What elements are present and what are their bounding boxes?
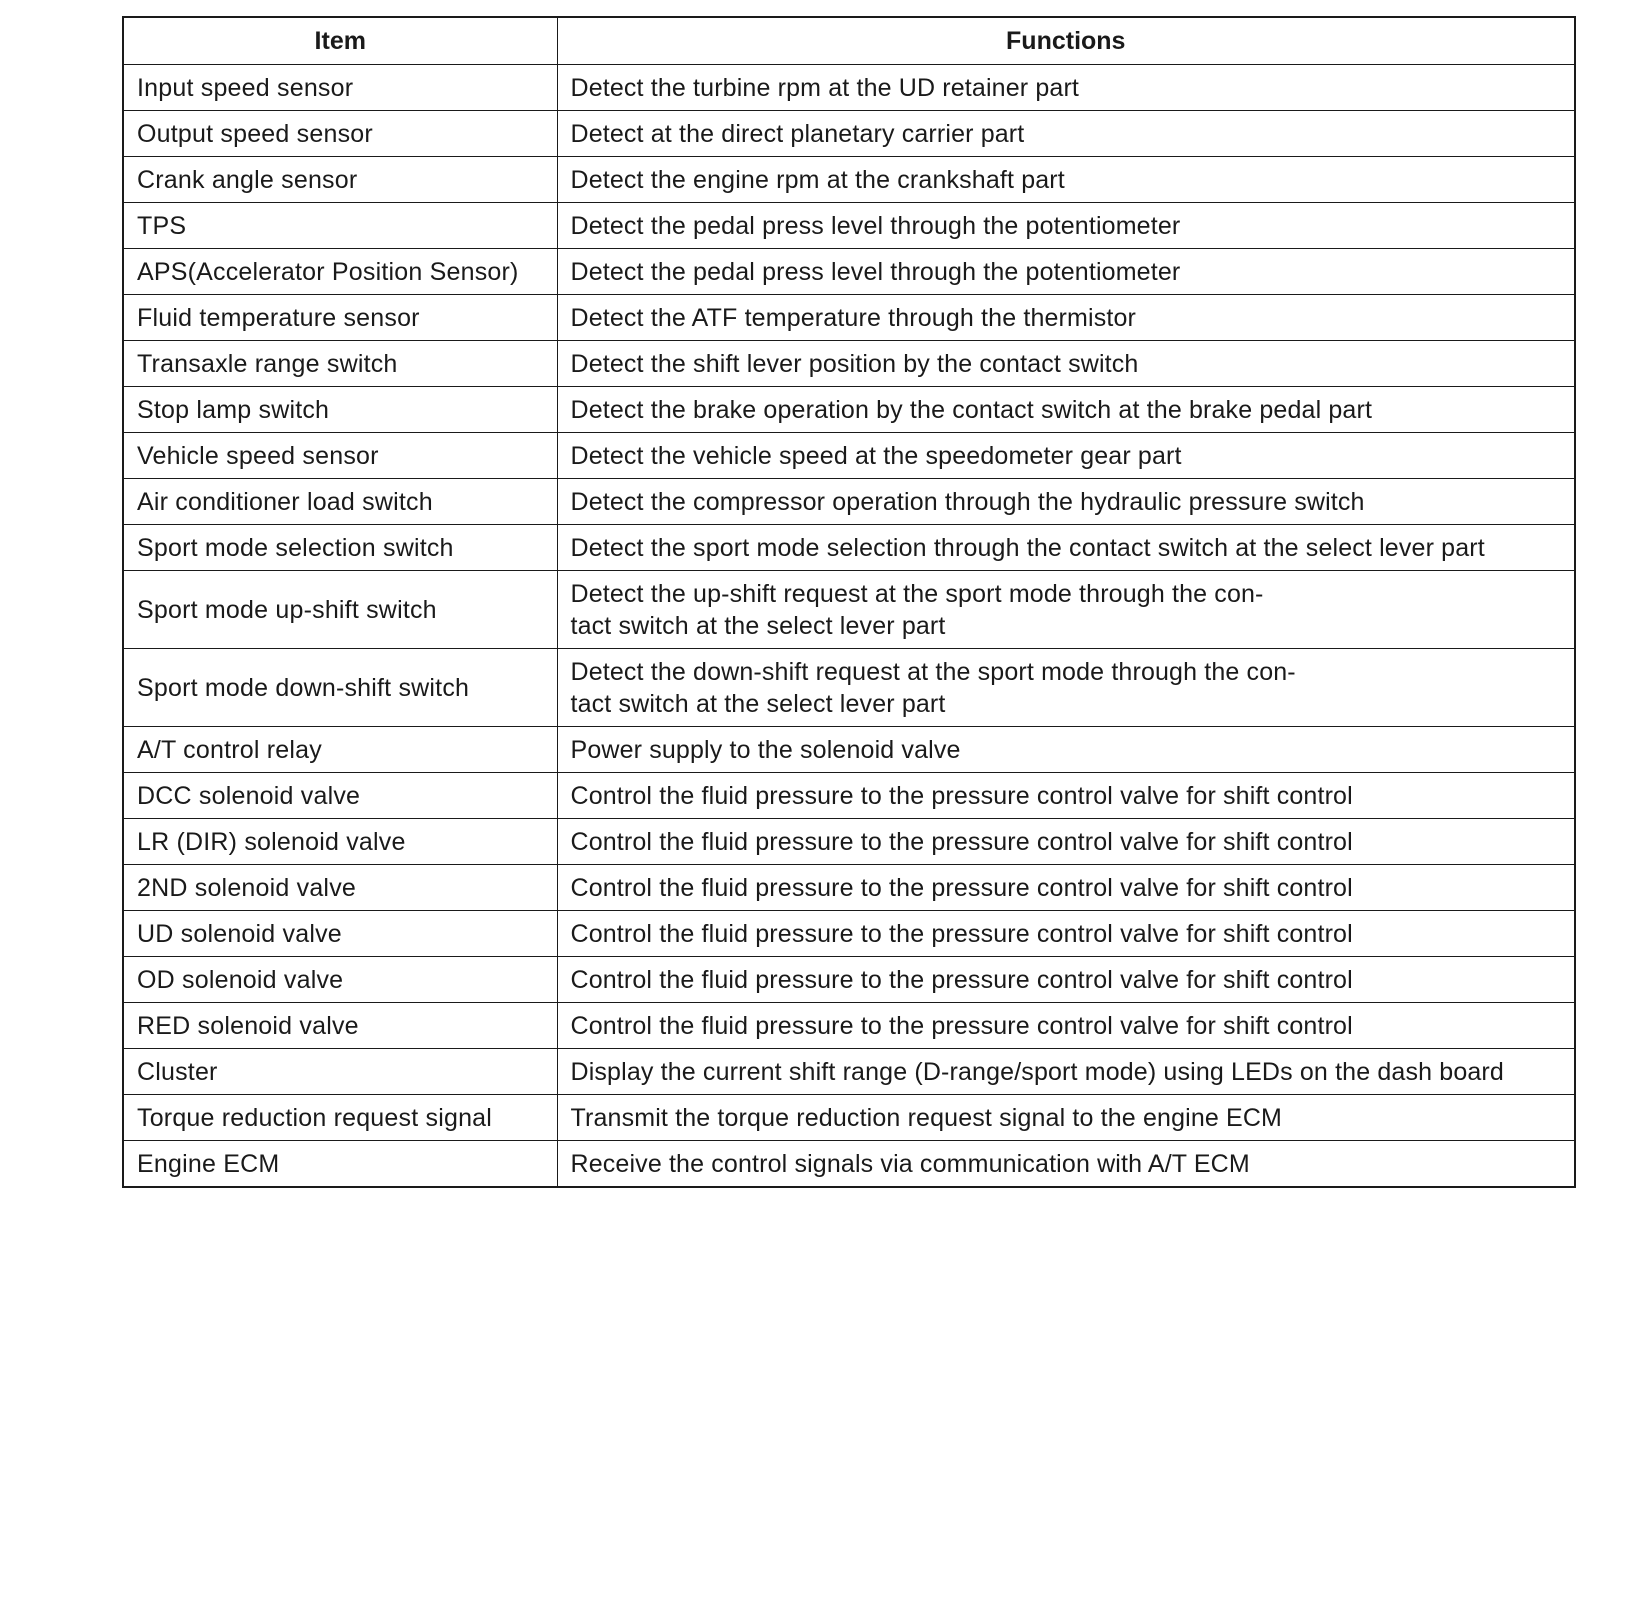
function-text-line: Detect the sport mode selection through the contact switch at the select lever part <box>570 533 1485 562</box>
function-text-line: Detect the pedal press level through the potentiometer <box>570 257 1181 286</box>
table-row <box>123 911 1575 957</box>
item-cell: Transaxle range switch <box>123 341 557 387</box>
function-cell <box>557 65 1575 111</box>
function-cell <box>557 865 1575 911</box>
function-text-line: Detect the down-shift request at the sport mode through the con- <box>570 657 1296 686</box>
table-row <box>123 65 1575 111</box>
item-cell: Engine ECM <box>123 1141 557 1188</box>
table-row <box>123 525 1575 571</box>
function-text-line: Detect the brake operation by the contact switch at the brake pedal part <box>570 395 1373 424</box>
function-text-line: tact switch at the select lever part <box>570 611 946 640</box>
table-row <box>123 865 1575 911</box>
table-row <box>123 387 1575 433</box>
function-cell <box>557 341 1575 387</box>
function-cell <box>557 571 1575 649</box>
item-cell: Input speed sensor <box>123 65 557 111</box>
function-text-line: Display the current shift range (D-range/sport mode) using LEDs on the dash board <box>570 1057 1504 1086</box>
function-cell <box>557 773 1575 819</box>
item-cell: OD solenoid valve <box>123 957 557 1003</box>
function-text-line: Control the fluid pressure to the pressure control valve for shift control <box>570 827 1353 856</box>
function-cell <box>557 1095 1575 1141</box>
function-cell <box>557 525 1575 571</box>
item-cell: Stop lamp switch <box>123 387 557 433</box>
item-cell: Cluster <box>123 1049 557 1095</box>
item-cell: LR (DIR) solenoid valve <box>123 819 557 865</box>
function-text-line: Detect the up-shift request at the sport mode through the con- <box>570 579 1264 608</box>
function-text-line: Transmit the torque reduction request signal to the engine ECM <box>570 1103 1283 1132</box>
item-cell: DCC solenoid valve <box>123 773 557 819</box>
function-cell <box>557 157 1575 203</box>
function-cell <box>557 111 1575 157</box>
function-text-line: Detect at the direct planetary carrier part <box>570 119 1025 148</box>
function-text-line: Detect the vehicle speed at the speedometer gear part <box>570 441 1182 470</box>
item-cell: Sport mode selection switch <box>123 525 557 571</box>
table-row <box>123 649 1575 727</box>
header-item: Item <box>123 17 557 65</box>
table-row <box>123 249 1575 295</box>
function-cell <box>557 249 1575 295</box>
function-cell <box>557 649 1575 727</box>
function-cell <box>557 957 1575 1003</box>
table-row <box>123 773 1575 819</box>
function-cell <box>557 203 1575 249</box>
item-cell: Fluid temperature sensor <box>123 295 557 341</box>
function-cell <box>557 727 1575 773</box>
function-cell <box>557 819 1575 865</box>
item-cell: Output speed sensor <box>123 111 557 157</box>
function-cell <box>557 433 1575 479</box>
function-cell <box>557 387 1575 433</box>
function-text-line: Control the fluid pressure to the pressure control valve for shift control <box>570 781 1353 810</box>
function-text-line: Control the fluid pressure to the pressure control valve for shift control <box>570 965 1353 994</box>
table-row <box>123 1095 1575 1141</box>
item-cell: APS(Accelerator Position Sensor) <box>123 249 557 295</box>
table-row <box>123 479 1575 525</box>
table-row <box>123 819 1575 865</box>
function-cell <box>557 1049 1575 1095</box>
function-cell <box>557 295 1575 341</box>
item-cell: UD solenoid valve <box>123 911 557 957</box>
function-text-line: Control the fluid pressure to the pressure control valve for shift control <box>570 873 1353 902</box>
table-row <box>123 957 1575 1003</box>
table-row <box>123 1141 1575 1188</box>
header-functions: Functions <box>557 17 1575 65</box>
function-text-line: Power supply to the solenoid valve <box>570 735 961 764</box>
item-cell: Torque reduction request signal <box>123 1095 557 1141</box>
item-cell: Crank angle sensor <box>123 157 557 203</box>
table-row <box>123 341 1575 387</box>
function-text-line: Control the fluid pressure to the pressure control valve for shift control <box>570 919 1353 948</box>
table-row <box>123 157 1575 203</box>
item-cell: RED solenoid valve <box>123 1003 557 1049</box>
item-cell: Sport mode down-shift switch <box>123 649 557 727</box>
item-cell: 2ND solenoid valve <box>123 865 557 911</box>
function-cell <box>557 479 1575 525</box>
item-cell: TPS <box>123 203 557 249</box>
function-text-line: Detect the compressor operation through the hydraulic pressure switch <box>570 487 1365 516</box>
table-row <box>123 1003 1575 1049</box>
table-row <box>123 1049 1575 1095</box>
function-text-line: Detect the engine rpm at the crankshaft part <box>570 165 1065 194</box>
function-text-line: Detect the pedal press level through the potentiometer <box>570 211 1181 240</box>
function-text-line: Detect the turbine rpm at the UD retainer part <box>570 73 1080 102</box>
function-text-line: Control the fluid pressure to the pressure control valve for shift control <box>570 1011 1353 1040</box>
function-text-line: Detect the ATF temperature through the thermistor <box>570 303 1136 332</box>
function-text-line: tact switch at the select lever part <box>570 689 946 718</box>
table-row <box>123 571 1575 649</box>
item-cell: A/T control relay <box>123 727 557 773</box>
function-cell <box>557 1141 1575 1188</box>
item-cell: Sport mode up-shift switch <box>123 571 557 649</box>
item-functions-table <box>122 16 1576 1188</box>
table-row <box>123 111 1575 157</box>
item-cell: Air conditioner load switch <box>123 479 557 525</box>
table-body <box>123 65 1575 1188</box>
function-cell <box>557 1003 1575 1049</box>
item-cell: Vehicle speed sensor <box>123 433 557 479</box>
table-row <box>123 203 1575 249</box>
function-text-line: Detect the shift lever position by the contact switch <box>570 349 1139 378</box>
table-row <box>123 727 1575 773</box>
table-row <box>123 295 1575 341</box>
table-header-row <box>123 17 1575 65</box>
table-row <box>123 433 1575 479</box>
function-cell <box>557 911 1575 957</box>
function-text-line: Receive the control signals via communication with A/T ECM <box>570 1149 1250 1178</box>
